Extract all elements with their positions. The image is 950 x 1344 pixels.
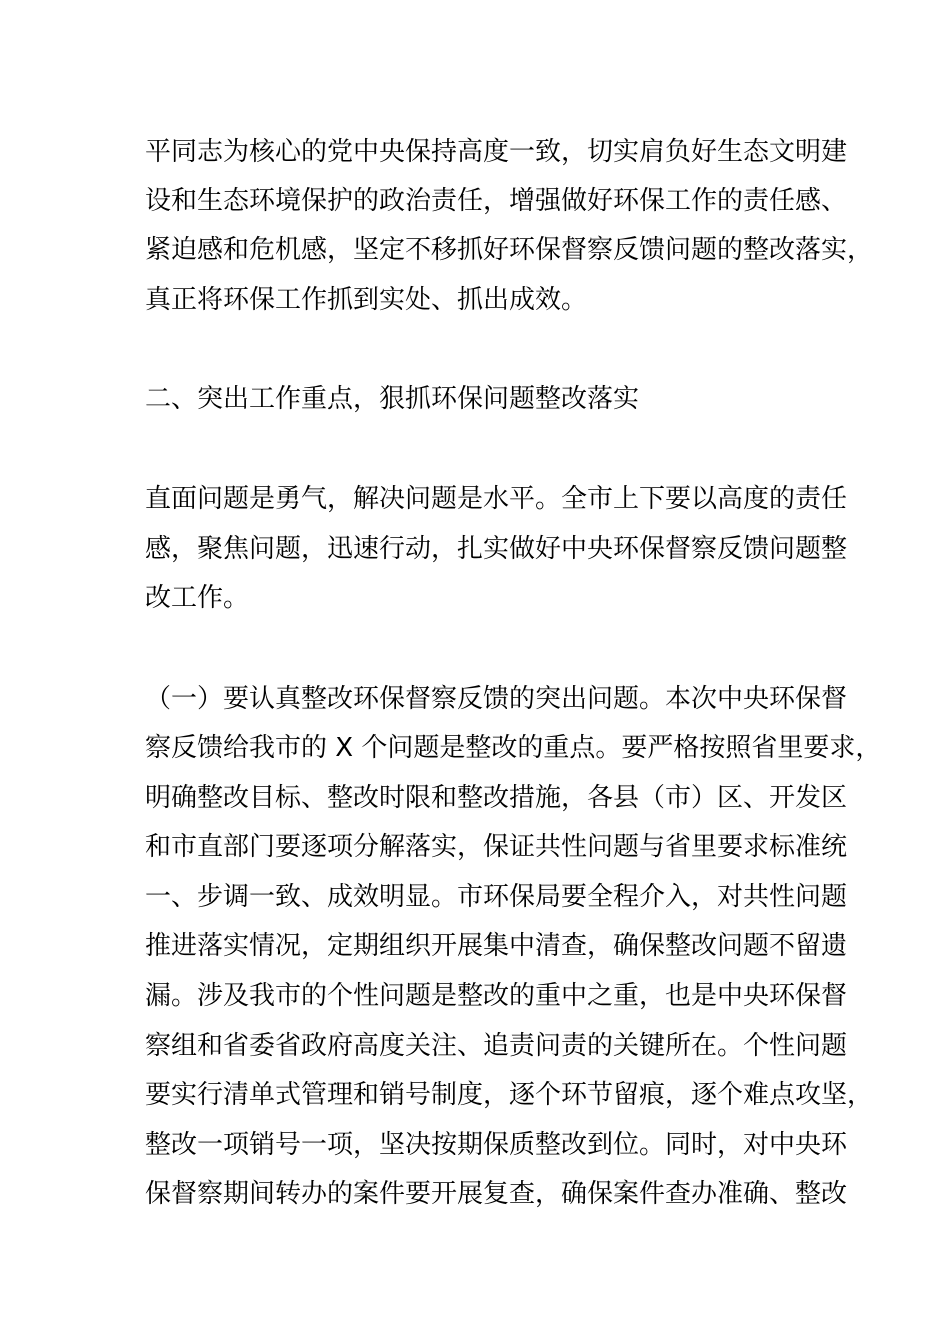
paragraph-3-line-7: 漏。涉及我市的个性问题是整改的重中之重，也是中央环保督 xyxy=(145,981,848,1011)
paragraph-3-line-9: 要实行清单式管理和销号制度，逐个环节留痕，逐个难点攻坚， xyxy=(145,1080,874,1110)
paragraph-3-line-2: 察反馈给我市的 X 个问题是整改的重点。要严格按照省里要求， xyxy=(145,733,882,763)
paragraph-3-line-5: 一、步调一致、成效明显。市环保局要全程介入，对共性问题 xyxy=(145,882,848,912)
paragraph-3-line-10: 整改一项销号一项，坚决按期保质整改到位。同时，对中央环 xyxy=(145,1130,848,1160)
paragraph-3-line-8: 察组和省委省政府高度关注、追责问责的关键所在。个性问题 xyxy=(145,1031,848,1061)
paragraph-1-line-1: 平同志为核心的党中央保持高度一致，切实肩负好生态文明建 xyxy=(145,137,848,167)
paragraph-3-line-1: （一）要认真整改环保督察反馈的突出问题。本次中央环保督 xyxy=(145,684,848,714)
paragraph-3-line-4: 和市直部门要逐项分解落实，保证共性问题与省里要求标准统 xyxy=(145,832,848,862)
paragraph-1-line-2: 设和生态环境保护的政治责任，增强做好环保工作的责任感、 xyxy=(145,186,848,216)
paragraph-3-line-3: 明确整改目标、整改时限和整改措施，各县（市）区、开发区 xyxy=(145,783,848,813)
paragraph-3-line-6: 推进落实情况，定期组织开展集中清查，确保整改问题不留遗 xyxy=(145,931,848,961)
paragraph-2-line-1: 直面问题是勇气，解决问题是水平。全市上下要以高度的责任 xyxy=(145,484,848,514)
paragraph-1-line-3: 紧迫感和危机感，坚定不移抓好环保督察反馈问题的整改落实， xyxy=(145,235,874,265)
paragraph-3-line-11: 保督察期间转办的案件要开展复查，确保案件查办准确、整改 xyxy=(145,1179,848,1209)
paragraph-2-line-3: 改工作。 xyxy=(145,583,250,613)
section-heading: 二、突出工作重点，狠抓环保问题整改落实 xyxy=(145,384,640,414)
paragraph-2-line-2: 感，聚焦问题，迅速行动，扎实做好中央环保督察反馈问题整 xyxy=(145,534,848,564)
paragraph-1-line-4: 真正将环保工作抓到实处、抓出成效。 xyxy=(145,285,588,315)
